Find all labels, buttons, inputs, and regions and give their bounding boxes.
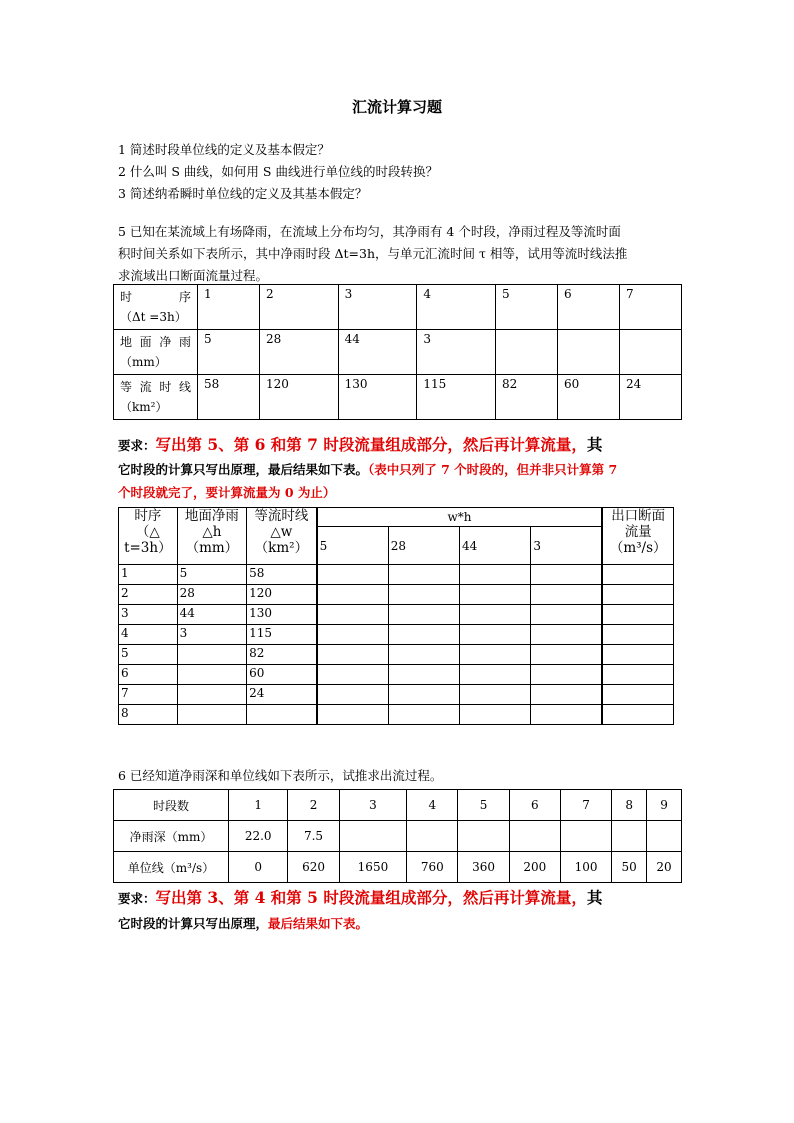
cell <box>460 585 531 605</box>
cell <box>407 821 458 852</box>
cell <box>317 705 389 725</box>
table-row <box>114 375 682 420</box>
q5-requirement-line-3: 个时段就完了，要计算流量为 0 为止） <box>118 485 336 500</box>
cell: 1650 <box>339 852 407 883</box>
cell <box>602 705 673 725</box>
cell: 7 <box>619 285 681 330</box>
cell: 200 <box>509 852 560 883</box>
cell: 58 <box>247 565 317 585</box>
cell <box>602 685 673 705</box>
cell: 50 <box>612 852 647 883</box>
header-order: 时序 （△ t=3h） <box>119 508 178 565</box>
cell: 3 <box>339 790 407 821</box>
q6-requirement-line-2: 它时段的计算只写出原理，最后结果如下表。 <box>118 916 369 931</box>
wh-col: 44 <box>460 527 531 565</box>
cell: 3 <box>417 330 496 375</box>
table-row <box>119 565 674 585</box>
cell: 0 <box>229 852 288 883</box>
header-discharge: 出口断面 流量 （m³/s） <box>602 508 673 565</box>
cell: 120 <box>247 585 317 605</box>
cell <box>531 565 603 585</box>
cell <box>531 685 603 705</box>
cell <box>388 625 459 645</box>
cell <box>388 565 459 585</box>
cell: 3 <box>177 625 246 645</box>
cell: 20 <box>647 852 682 883</box>
cell <box>558 330 620 375</box>
cell <box>602 565 673 585</box>
cell <box>388 585 459 605</box>
cell: 5 <box>198 330 260 375</box>
cell <box>177 665 246 685</box>
table-row <box>114 821 682 852</box>
cell <box>177 705 246 725</box>
table-row <box>114 852 682 883</box>
q6-data-table <box>113 789 682 883</box>
cell: 4 <box>407 790 458 821</box>
row-label-period: 时段数 <box>114 790 229 821</box>
cell <box>602 645 673 665</box>
table-row <box>119 605 674 625</box>
cell: 22.0 <box>229 821 288 852</box>
cell <box>247 705 317 725</box>
cell: 1 <box>229 790 288 821</box>
cell: 24 <box>247 685 317 705</box>
cell: 6 <box>558 285 620 330</box>
q5-result-table <box>118 507 674 725</box>
cell <box>388 705 459 725</box>
question-5-line-2: 积时间关系如下表所示，其中净雨时段 Δt=3h，与单元汇流时间 τ 相等，试用等流时线法推 <box>118 246 628 261</box>
cell <box>602 605 673 625</box>
cell <box>602 585 673 605</box>
cell: 8 <box>612 790 647 821</box>
wh-col: 3 <box>531 527 603 565</box>
cell: 7.5 <box>288 821 339 852</box>
cell: 60 <box>247 665 317 685</box>
row-label-unit-hydrograph: 单位线（m³/s） <box>114 852 229 883</box>
header-wh: w*h <box>317 508 603 527</box>
cell <box>531 645 603 665</box>
table-row <box>119 665 674 685</box>
cell <box>531 625 603 645</box>
cell: 9 <box>647 790 682 821</box>
cell: 3 <box>338 285 417 330</box>
cell: 5 <box>119 645 178 665</box>
cell <box>460 685 531 705</box>
cell <box>531 605 603 625</box>
cell <box>317 605 389 625</box>
table-row <box>119 645 674 665</box>
q5-requirement-line-1: 要求：写出第 5、第 6 和第 7 时段流量组成部分，然后再计算流量，其 <box>118 435 603 454</box>
table-row <box>114 790 682 821</box>
cell: 4 <box>417 285 496 330</box>
table-row <box>119 625 674 645</box>
question-5-line-3: 求流域出口断面流量过程。 <box>118 268 269 283</box>
cell <box>531 705 603 725</box>
header-area: 等流时线 △w （km²） <box>247 508 317 565</box>
cell: 58 <box>198 375 260 420</box>
cell: 6 <box>509 790 560 821</box>
cell <box>177 685 246 705</box>
cell <box>177 645 246 665</box>
cell: 8 <box>119 705 178 725</box>
question-6: 6 已经知道净雨深和单位线如下表所示，试推求出流过程。 <box>118 768 443 783</box>
cell: 4 <box>119 625 178 645</box>
cell: 760 <box>407 852 458 883</box>
q5-requirement-line-2: 它时段的计算只写出原理，最后结果如下表。（表中只列了 7 个时段的，但并非只计算第 7 <box>118 462 618 477</box>
question-2: 2 什么叫 S 曲线，如何用 S 曲线进行单位线的时段转换？ <box>118 164 438 179</box>
table-row <box>119 705 674 725</box>
cell <box>460 705 531 725</box>
table-row <box>114 285 682 330</box>
cell: 115 <box>417 375 496 420</box>
cell: 7 <box>119 685 178 705</box>
cell: 130 <box>247 605 317 625</box>
page-title: 汇流计算习题 <box>351 98 442 116</box>
row-label-rain: 地面净雨 （mm） <box>114 330 198 375</box>
cell: 28 <box>177 585 246 605</box>
cell: 6 <box>119 665 178 685</box>
question-3: 3 简述纳希瞬时单位线的定义及其基本假定？ <box>118 186 368 201</box>
cell: 5 <box>496 285 558 330</box>
row-label-order: 时 序 （Δt =3h） <box>114 285 198 330</box>
q5-data-table <box>113 284 682 420</box>
cell: 130 <box>338 375 417 420</box>
cell: 2 <box>288 790 339 821</box>
cell <box>560 821 611 852</box>
table-row <box>114 330 682 375</box>
cell: 7 <box>560 790 611 821</box>
cell: 120 <box>259 375 338 420</box>
cell: 1 <box>198 285 260 330</box>
cell <box>317 665 389 685</box>
cell <box>317 625 389 645</box>
cell: 1 <box>119 565 178 585</box>
cell <box>460 645 531 665</box>
cell: 60 <box>558 375 620 420</box>
cell: 115 <box>247 625 317 645</box>
cell: 82 <box>247 645 317 665</box>
row-label-area: 等流时线 （km²） <box>114 375 198 420</box>
cell <box>388 605 459 625</box>
cell <box>317 685 389 705</box>
cell: 5 <box>177 565 246 585</box>
cell <box>317 585 389 605</box>
cell <box>388 665 459 685</box>
cell <box>496 330 558 375</box>
cell <box>388 685 459 705</box>
cell <box>388 645 459 665</box>
cell: 5 <box>458 790 509 821</box>
cell: 44 <box>338 330 417 375</box>
cell <box>317 645 389 665</box>
cell <box>460 605 531 625</box>
cell: 82 <box>496 375 558 420</box>
table-header-row <box>119 508 674 527</box>
table-row <box>119 685 674 705</box>
cell: 28 <box>259 330 338 375</box>
cell <box>531 585 603 605</box>
cell <box>339 821 407 852</box>
cell <box>460 565 531 585</box>
cell <box>612 821 647 852</box>
header-rain: 地面净雨 △h （mm） <box>177 508 246 565</box>
cell <box>602 665 673 685</box>
cell: 100 <box>560 852 611 883</box>
cell: 2 <box>119 585 178 605</box>
cell: 24 <box>619 375 681 420</box>
q6-requirement-line-1: 要求：写出第 3、第 4 和第 5 时段流量组成部分，然后再计算流量，其 <box>118 888 603 907</box>
question-1: 1 简述时段单位线的定义及基本假定？ <box>118 142 330 157</box>
wh-col: 28 <box>388 527 459 565</box>
cell <box>460 625 531 645</box>
cell: 620 <box>288 852 339 883</box>
cell <box>531 665 603 685</box>
cell <box>460 665 531 685</box>
row-label-rain-depth: 净雨深（mm） <box>114 821 229 852</box>
cell: 3 <box>119 605 178 625</box>
wh-col: 5 <box>317 527 389 565</box>
cell <box>317 565 389 585</box>
cell: 360 <box>458 852 509 883</box>
cell <box>619 330 681 375</box>
cell <box>509 821 560 852</box>
cell: 2 <box>259 285 338 330</box>
cell <box>458 821 509 852</box>
cell <box>602 625 673 645</box>
cell <box>647 821 682 852</box>
question-5-line-1: 5 已知在某流域上有场降雨，在流域上分布均匀，其净雨有 4 个时段，净雨过程及等流时面 <box>118 224 621 239</box>
table-row <box>119 585 674 605</box>
cell: 44 <box>177 605 246 625</box>
